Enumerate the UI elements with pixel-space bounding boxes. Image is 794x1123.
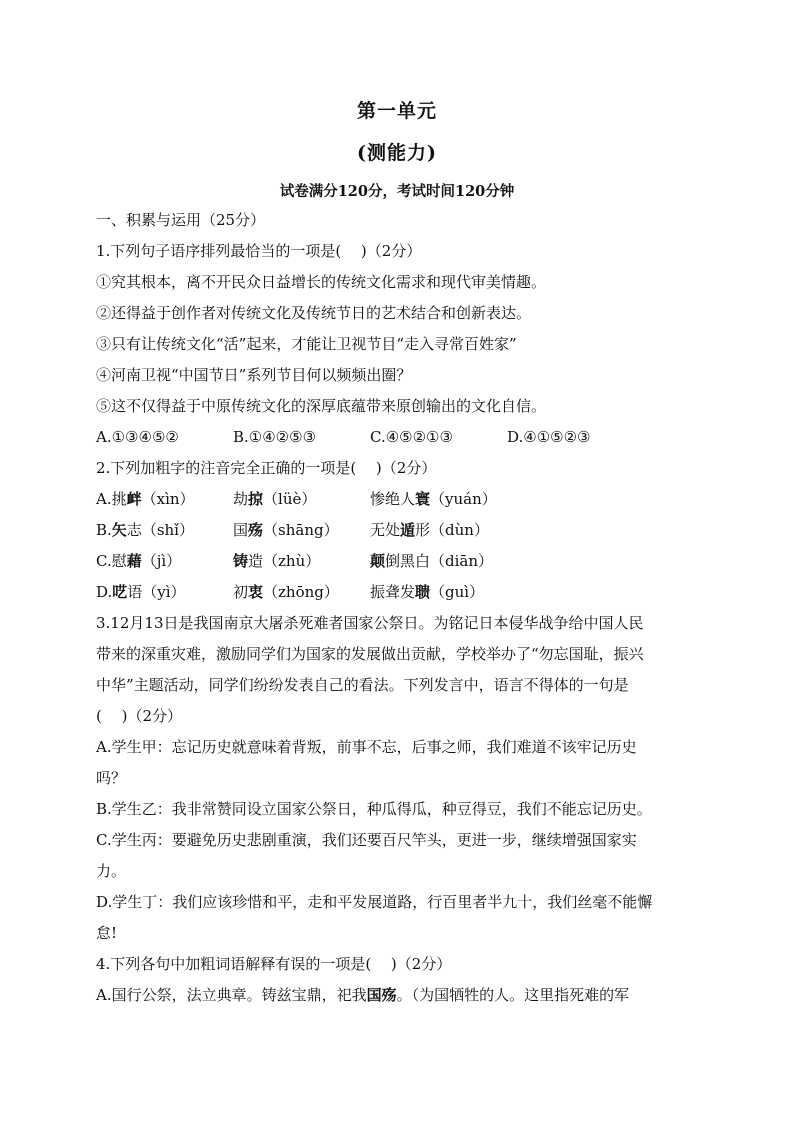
q2-option-row bbox=[96, 484, 696, 515]
q2-word-2: 铸造（zhù） bbox=[233, 552, 321, 570]
q2-word-3: 无处遁形（dùn） bbox=[370, 521, 489, 539]
q3-stem-line-3: 中华”主题活动，同学们纷纷发表自己的看法。下列发言中，语言不得体的一句是 bbox=[96, 676, 629, 694]
q1-option-c: C.④⑤②①③ bbox=[370, 428, 453, 446]
q3-option-c-line-2: 力。 bbox=[96, 862, 127, 880]
q3-stem-line-1: 3.12月13日是我国南京大屠杀死难者国家公祭日。为铭记日本侵华战争给中国人民 bbox=[96, 614, 644, 632]
q2-word-2: 国殇（shāng） bbox=[233, 521, 339, 539]
q1-option-b: B.①④②⑤③ bbox=[233, 428, 317, 446]
q3-option-c-line-1: C.学生丙：要避免历史悲剧重演，我们还要百尺竿头，更进一步，继续增强国家实 bbox=[96, 831, 637, 849]
q2-option-row bbox=[96, 546, 696, 577]
q1-sentence-1: ①究其根本，离不开民众日益增长的传统文化需求和现代审美情趣。 bbox=[96, 273, 547, 291]
q1-option-a: A.①③④⑤② bbox=[96, 428, 179, 446]
q2-word-3: 颠倒黑白（diān） bbox=[370, 552, 494, 570]
document-body bbox=[96, 205, 696, 1011]
q2-word-1: B.矢志（shǐ） bbox=[96, 521, 194, 539]
q3-stem-line-2: 带来的深重灾难，激励同学们为国家的发展做出贡献，学校举办了“勿忘国耻，振兴 bbox=[96, 645, 644, 663]
q1-sentence-3: ③只有让传统文化“活”起来，才能让卫视节目“走入寻常百姓家” bbox=[96, 335, 517, 353]
q3-option-a-line-1: A.学生甲：忘记历史就意味着背叛，前事不忘，后事之师，我们难道不该牢记历史 bbox=[96, 738, 637, 756]
q2-word-1: C.慰藉（jì） bbox=[96, 552, 182, 570]
q3-option-d-line-2: 怠! bbox=[96, 924, 118, 942]
q2-word-1: A.挑衅（xìn） bbox=[96, 490, 195, 508]
q2-word-3: 振聋发聩（guì） bbox=[370, 583, 485, 601]
q2-word-2: 劫掠（lüè） bbox=[233, 490, 317, 508]
q1-sentence-5: ⑤这不仅得益于中原传统文化的深厚底蕴带来原创输出的文化自信。 bbox=[96, 397, 547, 415]
q2-stem: 2.下列加粗字的注音完全正确的一项是( )（2分） bbox=[96, 459, 437, 477]
q2-option-row bbox=[96, 515, 696, 546]
q1-sentence-4: ④河南卫视“中国节日”系列节目何以频频出圈？ bbox=[96, 366, 412, 384]
q1-option-d: D.④①⑤②③ bbox=[507, 428, 591, 446]
q4-option-a: A.国行公祭，法立典章。铸兹宝鼎，祀我国殇。（为国牺牲的人。这里指死难的军 bbox=[96, 986, 630, 1004]
q1-sentence-2: ②还得益于创作者对传统文化及传统节日的艺术结合和创新表达。 bbox=[96, 304, 532, 322]
q1-options bbox=[96, 422, 696, 453]
q2-word-2: 初衷（zhōng） bbox=[233, 583, 339, 601]
q3-option-d-line-1: D.学生丁：我们应该珍惜和平，走和平发展道路，行百里者半九十，我们丝毫不能懈 bbox=[96, 893, 653, 911]
q2-word-1: D.呓语（yì） bbox=[96, 583, 186, 601]
q3-stem-line-4: ( )（2分） bbox=[96, 707, 183, 725]
exam-info: 试卷满分120分，考试时间120分钟 bbox=[279, 183, 515, 200]
q2-option-row bbox=[96, 577, 696, 608]
unit-title: 第一单元 bbox=[356, 100, 437, 122]
q2-word-3: 惨绝人寰（yuán） bbox=[370, 490, 497, 508]
q3-option-a-line-2: 吗？ bbox=[96, 769, 127, 787]
section-heading: 一、积累与运用（25分） bbox=[96, 211, 266, 229]
unit-subtitle: (测能力) bbox=[357, 142, 437, 164]
q3-option-b: B.学生乙：我非常赞同设立国家公祭日，种瓜得瓜，种豆得豆，我们不能忘记历史。 bbox=[96, 800, 652, 818]
q4-stem: 4.下列各句中加粗词语解释有误的一项是( )（2分） bbox=[96, 955, 452, 973]
q1-stem: 1.下列句子语序排列最恰当的一项是( )（2分） bbox=[96, 242, 422, 260]
